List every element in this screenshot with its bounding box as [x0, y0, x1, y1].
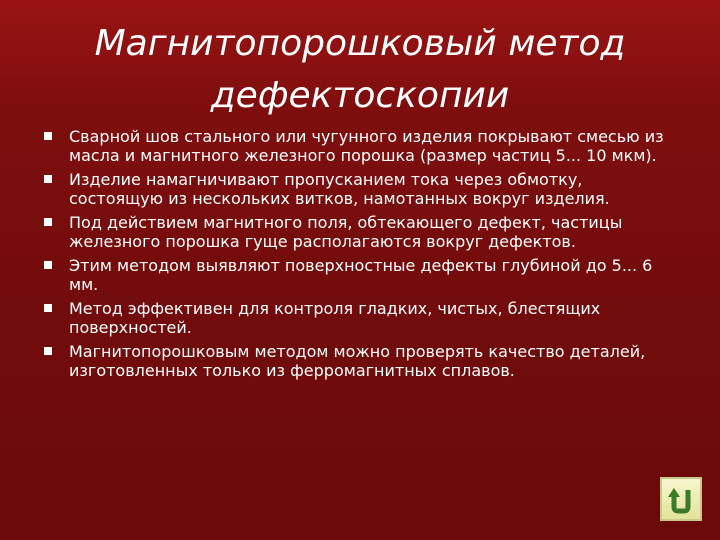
bullet-text-6: Магнитопорошковым методом можно проверять качество деталей, изготовленных только из ферромагнитных сплавов.	[69, 342, 646, 380]
back-button[interactable]	[660, 477, 702, 521]
square-bullet-icon	[44, 347, 52, 355]
bullet-text-3: Под действием магнитного поля, обтекающего дефект, частицы железного порошка гуще располагаются вокруг дефектов.	[69, 213, 623, 251]
slide-title-line-2: дефектоскопии	[210, 75, 510, 116]
bullet-item-5	[44, 299, 664, 337]
bullet-item-4	[44, 256, 664, 294]
slide-title	[60, 18, 660, 122]
bullet-item-6	[44, 342, 664, 380]
square-bullet-icon	[44, 175, 52, 183]
square-bullet-icon	[44, 304, 52, 312]
bullet-text-5: Метод эффективен для контроля гладких, чистых, блестящих поверхностей.	[69, 299, 601, 337]
bullet-item-2	[44, 170, 664, 208]
slide-title-line-1: Магнитопорошковый метод	[94, 23, 626, 64]
bullet-item-3	[44, 213, 664, 251]
bullet-text-1: Сварной шов стального или чугунного изделия покрывают смесью из масла и магнитного железного порошка (размер частиц 5... 10 мкм).	[69, 127, 664, 165]
bullet-text-4: Этим методом выявляют поверхностные дефекты глубиной до 5... 6 мм.	[69, 256, 653, 294]
bullet-item-1	[44, 127, 664, 165]
square-bullet-icon	[44, 132, 52, 140]
bullet-text-2: Изделие намагничивают пропусканием тока через обмотку, состоящую из нескольких витков, намотанных вокруг изделия.	[69, 170, 610, 208]
bullet-list	[44, 127, 664, 385]
square-bullet-icon	[44, 261, 52, 269]
square-bullet-icon	[44, 218, 52, 226]
return-arrow-icon	[667, 484, 695, 514]
